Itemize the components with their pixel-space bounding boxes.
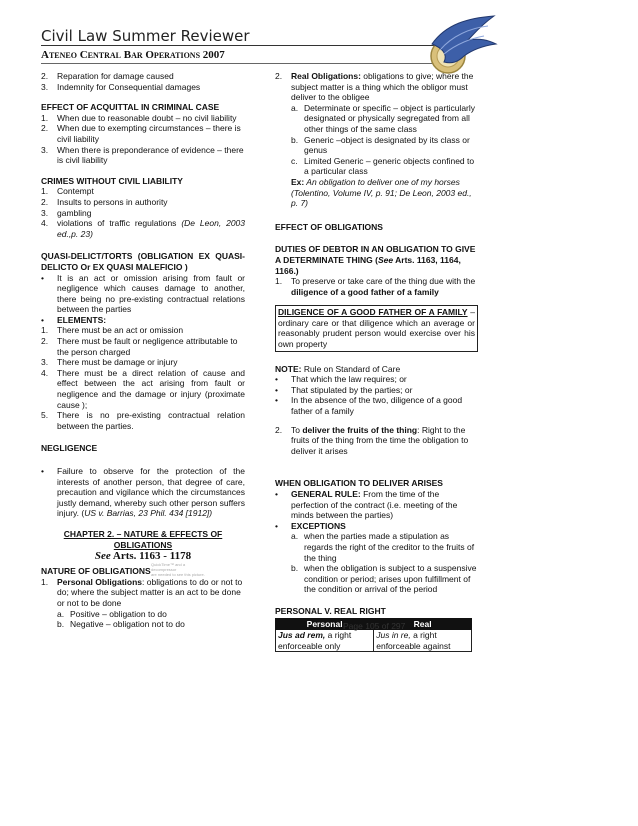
section-heading: EFFECT OF OBLIGATIONS bbox=[275, 221, 383, 232]
header-rule-2 bbox=[41, 63, 459, 64]
section-heading: NATURE OF OBLIGATIONS bbox=[41, 565, 151, 576]
list-item-text bbox=[291, 71, 478, 103]
list-item: 3. There must be damage or injury bbox=[41, 357, 178, 368]
list-item: 1. There must be an act or omission bbox=[41, 325, 184, 336]
table-header-cell: Personal bbox=[276, 618, 374, 630]
heading-part: Arts. 1163, 1164, 1166.) bbox=[275, 254, 461, 276]
list-item: 1. When due to reasonable doubt – no civil liability bbox=[41, 112, 237, 123]
bullet-item: • In the absence of the two, diligence of a good father of a family bbox=[275, 395, 478, 416]
eagle-logo-icon bbox=[418, 14, 498, 78]
cell-text: a right enforceable against bbox=[376, 630, 451, 651]
bullet-item: • EXCEPTIONS bbox=[275, 520, 346, 531]
list-item: 2. Real Obligations: obligations to give; where the subject matter is a thing which the obligor must deliver to the obligee bbox=[275, 71, 478, 103]
list-item: 1. Personal Obligations: obligations to do or not to do; where the subject matter is an act to be done or not to be done bbox=[41, 577, 245, 609]
list-item-text bbox=[57, 577, 245, 609]
note-text: Rule on Standard of Care bbox=[301, 363, 401, 374]
see-word: See bbox=[377, 254, 394, 265]
list-item-text-a: violations of traffic regulations bbox=[57, 218, 182, 229]
section-heading: EFFECT OF ACQUITTAL IN CRIMINAL CASE bbox=[41, 102, 220, 113]
chapter-articles bbox=[41, 551, 245, 562]
sub-item-text: Negative – obligation not to do bbox=[70, 619, 185, 630]
example bbox=[275, 177, 478, 209]
bullet-item: • That stipulated by the parties; or bbox=[275, 384, 413, 395]
table-cell bbox=[276, 630, 374, 652]
definition-box bbox=[275, 305, 478, 351]
list-item-text: There must be fault or negligence attributable to the person charged bbox=[57, 336, 238, 357]
citation: US v. Barrias, 23 Phil. 434 [1912]) bbox=[84, 508, 213, 519]
item-text: To bbox=[291, 424, 303, 435]
list-item: 3. When there is preponderance of evidence – there is civil liability bbox=[41, 144, 244, 166]
placeholder-caption: QuickTime™ and a bbox=[151, 561, 186, 567]
bold-term: GENERAL RULE: bbox=[291, 489, 361, 499]
sub-item-text: Determinate or specific – object is particularly designated or physically segregated from all other things of the same class bbox=[304, 102, 476, 134]
list-item: 2. There must be fault or negligence attributable to the person charged bbox=[41, 336, 245, 357]
sub-item-text: Positive – obligation to do bbox=[70, 608, 167, 619]
list-item-text: There is no pre-existing contractual relation between the parties. bbox=[57, 410, 245, 431]
list-item: 2. When due to exempting circumstances – there is civil liability bbox=[41, 123, 245, 144]
sub-item: c. Limited Generic – generic objects confined to a particular class bbox=[275, 156, 478, 177]
bullet-text bbox=[57, 466, 245, 519]
sub-item-text: when the parties made a stipulation as regards the right of the creditor to the fruits of the thing bbox=[304, 531, 475, 563]
placeholder-caption: decompressor bbox=[151, 566, 177, 572]
bullet-text: That which the law requires; or bbox=[291, 374, 407, 385]
bold-term: deliver the fruits of the thing bbox=[302, 424, 418, 435]
list-item: 2. Reparation for damage caused bbox=[41, 71, 174, 81]
sub-item: a. Determinate or specific – object is particularly designated or physically segregated from all other things of the same class bbox=[275, 103, 478, 135]
heading-part: DUTIES OF DEBTOR IN AN OBLIGATION TO GIVE A DETERMINATE THING ( bbox=[275, 244, 476, 265]
sub-item-text: when the obligation is subject to a suspensive condition or period; arises upon fulfillment of the condition or arrival of the period bbox=[304, 563, 477, 595]
right-column bbox=[275, 71, 478, 652]
list-item-text: When there is preponderance of evidence – there is civil liability bbox=[57, 144, 244, 166]
table-header-cell: Real bbox=[374, 618, 472, 630]
list-item-text: Contempt bbox=[57, 186, 94, 197]
list-item-text: When due to reasonable doubt – no civil liability bbox=[57, 112, 237, 123]
section-heading: CRIMES WITHOUT CIVIL LIABILITY bbox=[41, 175, 183, 186]
header-subtitle: Ateneo Central Bar Operations 2007 bbox=[41, 49, 225, 61]
placeholder-area bbox=[41, 562, 245, 576]
bullet-item: • ELEMENTS: bbox=[41, 314, 107, 325]
term-definition: From the time of the perfection of the contract (i.e. meeting of the minds between the parties) bbox=[291, 489, 458, 521]
sub-item: b. when the obligation is subject to a suspensive condition or period; arises upon fulfillment of the condition or arrival of the period bbox=[291, 563, 477, 595]
list-item: 3. gambling bbox=[41, 207, 92, 218]
list-item: 1. Contempt bbox=[41, 186, 94, 197]
see-word: See bbox=[94, 550, 111, 563]
chapter-heading: CHAPTER 2. – NATURE & EFFECTS OF OBLIGATIONS bbox=[63, 528, 223, 550]
list-item: 2. To deliver the fruits of the thing: Right to the fruits of the thing from the time the obligation to deliver it arises bbox=[275, 425, 478, 457]
table-cell bbox=[374, 630, 472, 652]
box-text: – ordinary care or that diligence which an average or reasonably prudent person would exercise over his own property bbox=[278, 307, 475, 350]
list-item: 4. There must be a direct relation of cause and effect between the act arising from fault or negligence and the damage or injury (proximate cause ); bbox=[41, 367, 245, 410]
section-heading: PERSONAL V. REAL RIGHT bbox=[275, 605, 386, 616]
list-item-text: When due to exempting circumstances – there is civil liability bbox=[57, 123, 241, 144]
bold-term: diligence of a good father of a family bbox=[291, 286, 439, 297]
list-item: 1. To preserve or take care of the thing due with the diligence of a good father of a family bbox=[275, 276, 478, 297]
example-label: Ex: bbox=[291, 176, 305, 187]
term-definition: obligations to give; where the subject matter is a thing which the obligor must deliver to the obligee bbox=[291, 71, 474, 103]
section-heading: NEGLIGENCE bbox=[41, 443, 98, 454]
list-item: 4. violations of traffic regulations (De Leon, 2003 ed.,p. 23) bbox=[41, 218, 245, 239]
item-text: To preserve or take care of the thing due with the bbox=[291, 276, 476, 287]
term-definition: : obligations to do or not to do; where the subject matter is an act to be done or not to be done bbox=[57, 576, 243, 608]
sub-item-text: Limited Generic – generic objects confined to a particular class bbox=[304, 155, 475, 177]
table-row bbox=[276, 630, 472, 652]
bullet-text: ELEMENTS: bbox=[57, 314, 107, 325]
list-item-text: There must be an act or omission bbox=[57, 325, 184, 336]
note bbox=[275, 364, 478, 375]
bullet-item: • GENERAL RULE: From the time of the perfection of the contract (i.e. meeting of the minds between the parties) bbox=[275, 489, 478, 521]
box-heading: DILIGENCE OF A GOOD FATHER OF A FAMILY bbox=[278, 307, 468, 318]
section-heading: WHEN OBLIGATION TO DELIVER ARISES bbox=[275, 478, 443, 489]
list-item-text: Insults to persons in authority bbox=[57, 196, 168, 207]
section-heading: QUASI-DELICT/TORTS (OBLIGATION EX QUASI-DELICTO Or EX QUASI MALEFICIO ) bbox=[41, 251, 245, 272]
latin-term: Jus in re, bbox=[376, 630, 411, 641]
sub-item: b. Negative – obligation not to do bbox=[57, 619, 185, 630]
list-item-text: Reparation for damage caused bbox=[57, 71, 174, 81]
bullet-item: • It is an act or omission arising from fault or negligence which causes damage to another, there being no pre-existing contractual relations between the parties bbox=[41, 272, 245, 315]
list-item-text: gambling bbox=[57, 207, 92, 218]
bullet-item: • Failure to observe for the protection of the interests of another person, that degree of care, precaution and vigilance which the circumstances justly demand, whereby such other person suffers injury. (US v. Barrias, 23 Phil. 434 [1912]) bbox=[41, 466, 245, 519]
section-heading bbox=[275, 244, 478, 276]
list-item: 3. Indemnity for Consequential damages bbox=[41, 81, 201, 92]
header-rule bbox=[41, 45, 466, 46]
bullet-text: In the absence of the two, diligence of a good father of a family bbox=[291, 395, 463, 417]
list-item-text: There must be a direct relation of cause and effect between the act arising from fault or negligence and the damage or injury (proximate cause ); bbox=[57, 367, 245, 410]
bullet-text-a: Failure to observe for the protection of the interests of another person, that degree of care, precaution and vigilance which the circumstances justly demand, whereby such other person suffers injury. ( bbox=[57, 466, 245, 519]
list-item-text: Indemnity for Consequential damages bbox=[57, 81, 201, 92]
item-text: : Right to the fruits of the thing from the time the obligation to deliver it arises bbox=[291, 424, 469, 456]
bullet-text: It is an act or omission arising from fault or negligence which causes damage to another, there being no pre-existing contractual relations between the parties bbox=[57, 272, 245, 315]
list-item-text bbox=[291, 276, 478, 297]
bullet-item: • That which the law requires; or bbox=[275, 374, 407, 385]
bullet-text bbox=[291, 489, 478, 521]
note-label: NOTE: bbox=[275, 363, 302, 374]
header-title: Civil Law Summer Reviewer bbox=[41, 27, 250, 45]
citation: (De Leon, 2003 ed.,p. 23) bbox=[57, 218, 245, 239]
cell-text: a right enforceable only bbox=[278, 630, 352, 651]
list-item: 5. There is no pre-existing contractual relation between the parties. bbox=[41, 410, 245, 431]
list-item: 2. Insults to persons in authority bbox=[41, 196, 168, 207]
list-item-text: There must be damage or injury bbox=[57, 357, 178, 368]
articles-range: Arts. 1163 - 1178 bbox=[110, 550, 192, 563]
sub-item: b. Generic –object is designated by its class or genus bbox=[275, 135, 478, 156]
list-item-text bbox=[291, 425, 478, 457]
list-item-text bbox=[57, 218, 245, 239]
left-column bbox=[41, 71, 245, 630]
bullet-text: That stipulated by the parties; or bbox=[291, 384, 413, 395]
bold-term: Real Obligations: bbox=[291, 71, 361, 81]
bold-term: Personal Obligations bbox=[57, 576, 143, 587]
sub-item-text: Generic –object is designated by its class or genus bbox=[304, 134, 470, 156]
bullet-text: EXCEPTIONS bbox=[291, 520, 346, 531]
page-number: Page 105 of 297 bbox=[343, 621, 406, 631]
latin-term: Jus ad rem, bbox=[278, 630, 326, 641]
example-text: An obligation to deliver one of my horses (Tolentino, Volume IV, p. 91; De Leon, 2003 ed., p. 7) bbox=[291, 176, 472, 209]
placeholder-caption: are needed to see this picture. bbox=[151, 571, 205, 577]
sub-item: a. when the parties made a stipulation as regards the right of the creditor to the fruits of the thing bbox=[275, 531, 478, 563]
sub-item: a. Positive – obligation to do bbox=[57, 608, 167, 619]
